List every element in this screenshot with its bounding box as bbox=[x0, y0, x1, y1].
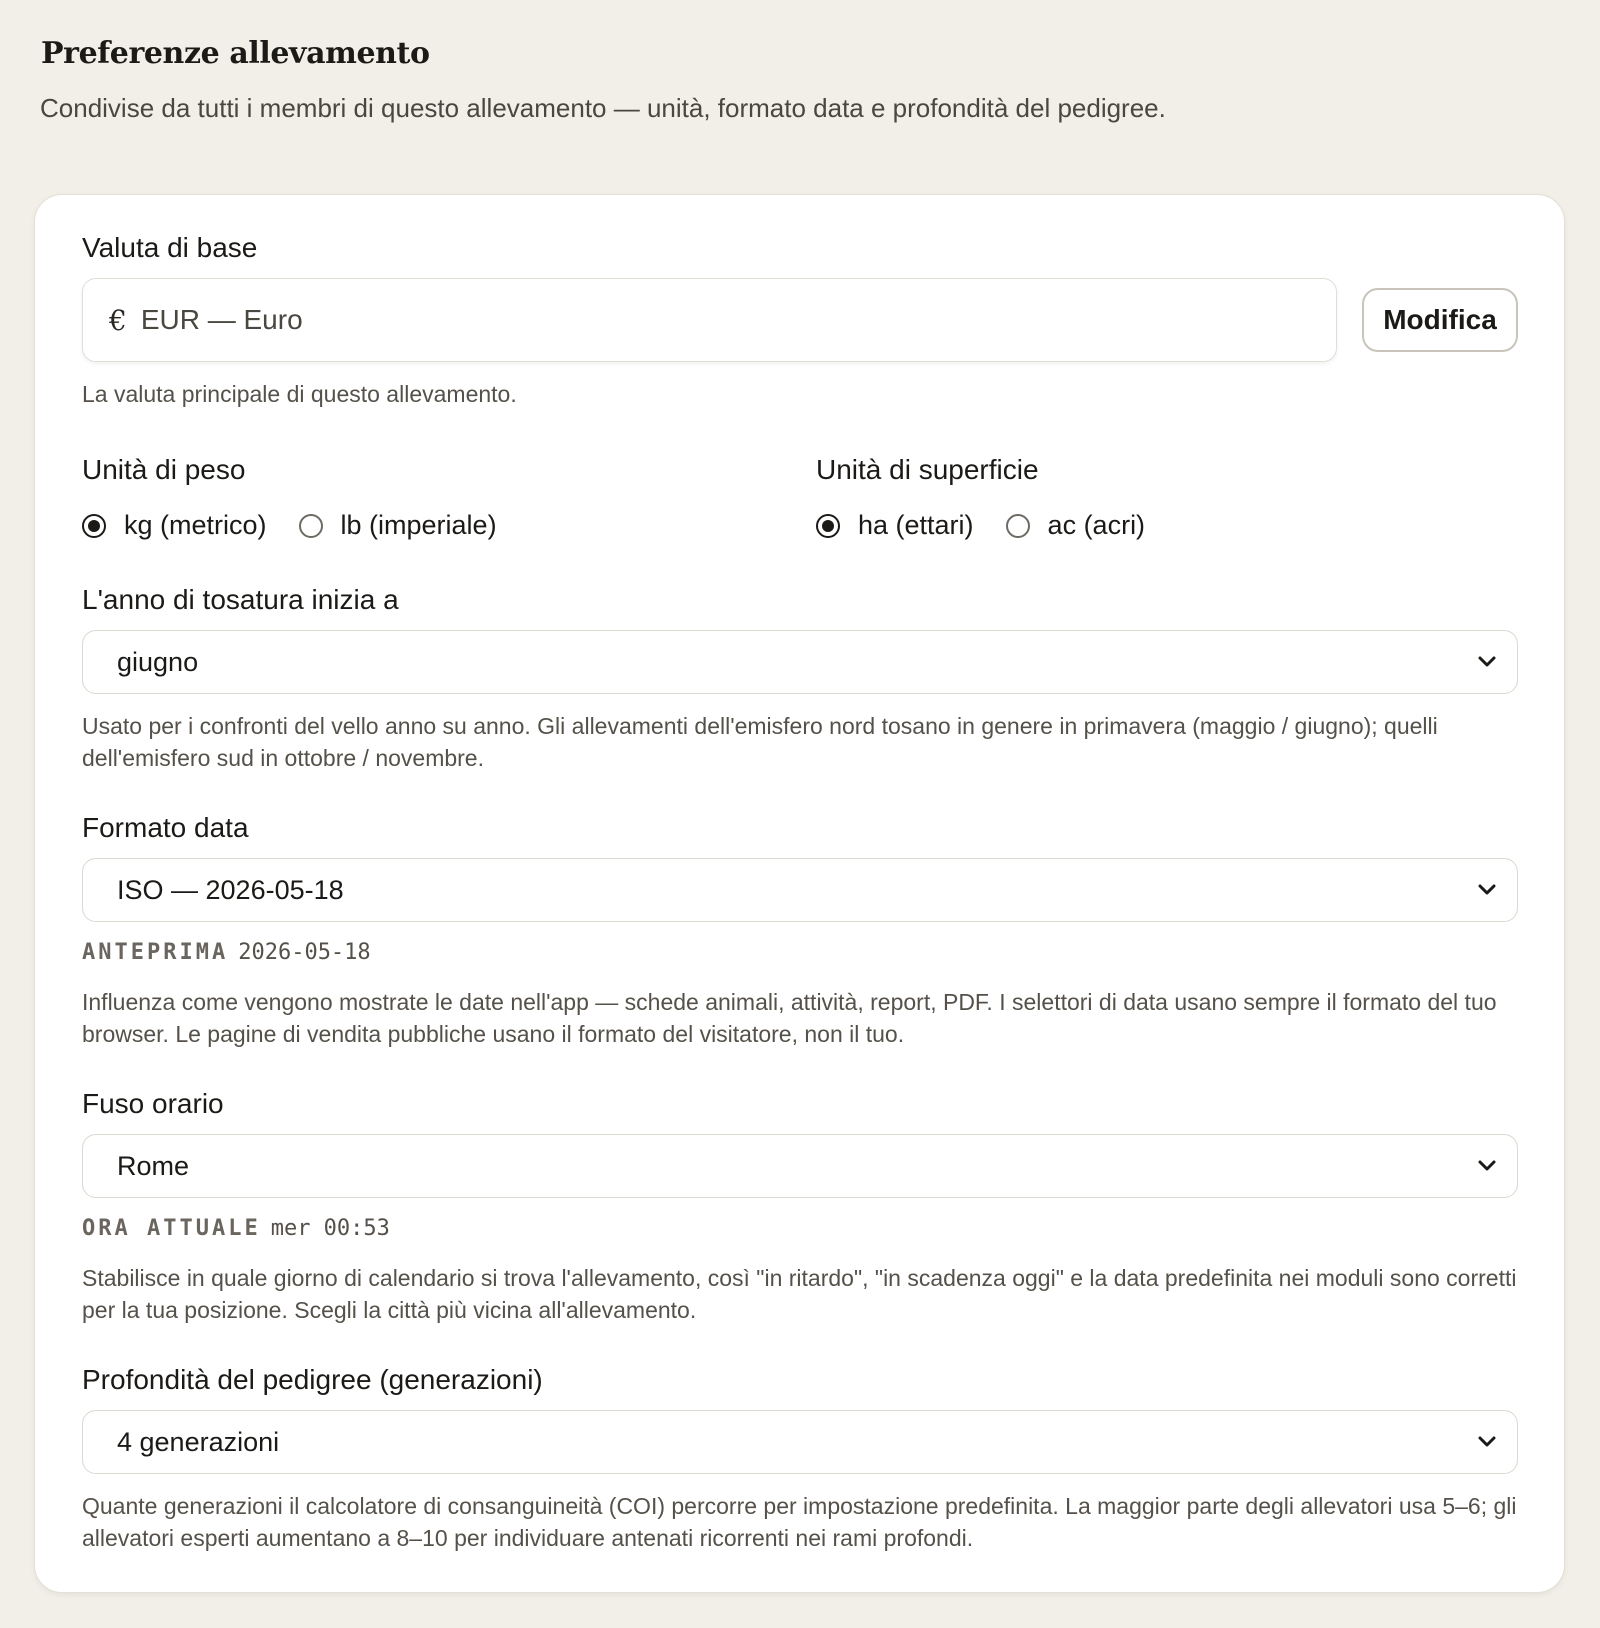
current-time-value: mer 00:53 bbox=[270, 1216, 390, 1241]
current-time-label: ORA ATTUALE bbox=[82, 1216, 261, 1241]
select-value: ISO — 2026-05-18 bbox=[117, 874, 344, 905]
page-subtitle: Condivise da tutti i membri di questo allevamento — unità, formato data e profondità del pedigree. bbox=[40, 93, 1166, 123]
currency-help: La valuta principale di questo allevamento. bbox=[82, 381, 517, 407]
date-preview-label: ANTEPRIMA bbox=[82, 940, 229, 965]
date-preview-value: 2026-05-18 bbox=[238, 940, 371, 965]
modify-currency-button[interactable]: Modifica bbox=[1362, 288, 1518, 352]
select-value: giugno bbox=[117, 646, 199, 677]
radio-label: kg (metrico) bbox=[124, 510, 267, 540]
chevron-down-icon bbox=[1475, 878, 1499, 902]
pedigree-depth-label: Profondità del pedigree (generazioni) bbox=[82, 1364, 543, 1395]
chevron-down-icon bbox=[1475, 650, 1499, 674]
radio-weight-lb[interactable] bbox=[299, 510, 497, 541]
weight-unit-label: Unità di peso bbox=[82, 454, 246, 485]
weight-unit-radio-group bbox=[82, 510, 529, 541]
shearing-year-label: L'anno di tosatura inizia a bbox=[82, 584, 399, 615]
radio-weight-kg[interactable] bbox=[82, 510, 267, 541]
currency-value: EUR — Euro bbox=[140, 304, 303, 335]
radio-area-ac[interactable] bbox=[1006, 510, 1146, 541]
page-title: Preferenze allevamento bbox=[41, 36, 430, 71]
area-unit-radio-group bbox=[816, 510, 1177, 541]
euro-icon: € bbox=[109, 303, 127, 337]
select-value: Rome bbox=[117, 1150, 190, 1181]
currency-field bbox=[82, 278, 1337, 362]
radio-unchecked-icon[interactable] bbox=[1006, 514, 1030, 538]
date-format-label: Formato data bbox=[82, 812, 249, 843]
pedigree-depth-help: Quante generazioni il calcolatore di consanguineità (COI) percorre per impostazione predefinita. La maggior parte degli allevatori usa 5–6; gli allevatori esperti aumentano a 8–10 per individuare antenati ricorrenti nei rami profondi. bbox=[82, 1493, 1517, 1551]
radio-checked-icon[interactable] bbox=[816, 514, 840, 538]
radio-area-ha[interactable] bbox=[816, 510, 974, 541]
chevron-down-icon bbox=[1475, 1430, 1499, 1454]
radio-label: ac (acri) bbox=[1047, 510, 1146, 540]
pedigree-depth-select[interactable] bbox=[82, 1410, 1518, 1474]
currency-label: Valuta di base bbox=[82, 232, 258, 263]
radio-unchecked-icon[interactable] bbox=[299, 514, 323, 538]
shearing-year-select[interactable] bbox=[82, 630, 1518, 694]
select-value: 4 generazioni bbox=[117, 1426, 280, 1457]
radio-checked-icon[interactable] bbox=[82, 514, 106, 538]
timezone-help: Stabilisce in quale giorno di calendario si trova l'allevamento, così "in ritardo", "in scadenza oggi" e la data predefinita nei moduli sono corretti per la tua posizione. Scegli la città più vicina all'allevamento. bbox=[82, 1265, 1517, 1323]
area-unit-label: Unità di superficie bbox=[816, 454, 1039, 485]
timezone-label: Fuso orario bbox=[82, 1088, 224, 1119]
radio-label: ha (ettari) bbox=[858, 510, 974, 540]
radio-label: lb (imperiale) bbox=[340, 510, 497, 540]
timezone-select[interactable] bbox=[82, 1134, 1518, 1198]
date-format-help: Influenza come vengono mostrate le date nell'app — schede animali, attività, report, PDF. I selettori di data usano sempre il formato del tuo browser. Le pagine di vendita pubbliche usano il formato del visitatore, non il tuo. bbox=[82, 989, 1497, 1047]
current-time bbox=[82, 1216, 390, 1241]
date-preview bbox=[82, 940, 371, 965]
chevron-down-icon bbox=[1475, 1154, 1499, 1178]
date-format-select[interactable] bbox=[82, 858, 1518, 922]
shearing-year-help: Usato per i confronti del vello anno su anno. Gli allevamenti dell'emisfero nord tosano in genere in primavera (maggio / giugno); quelli dell'emisfero sud in ottobre / novembre. bbox=[82, 713, 1438, 771]
